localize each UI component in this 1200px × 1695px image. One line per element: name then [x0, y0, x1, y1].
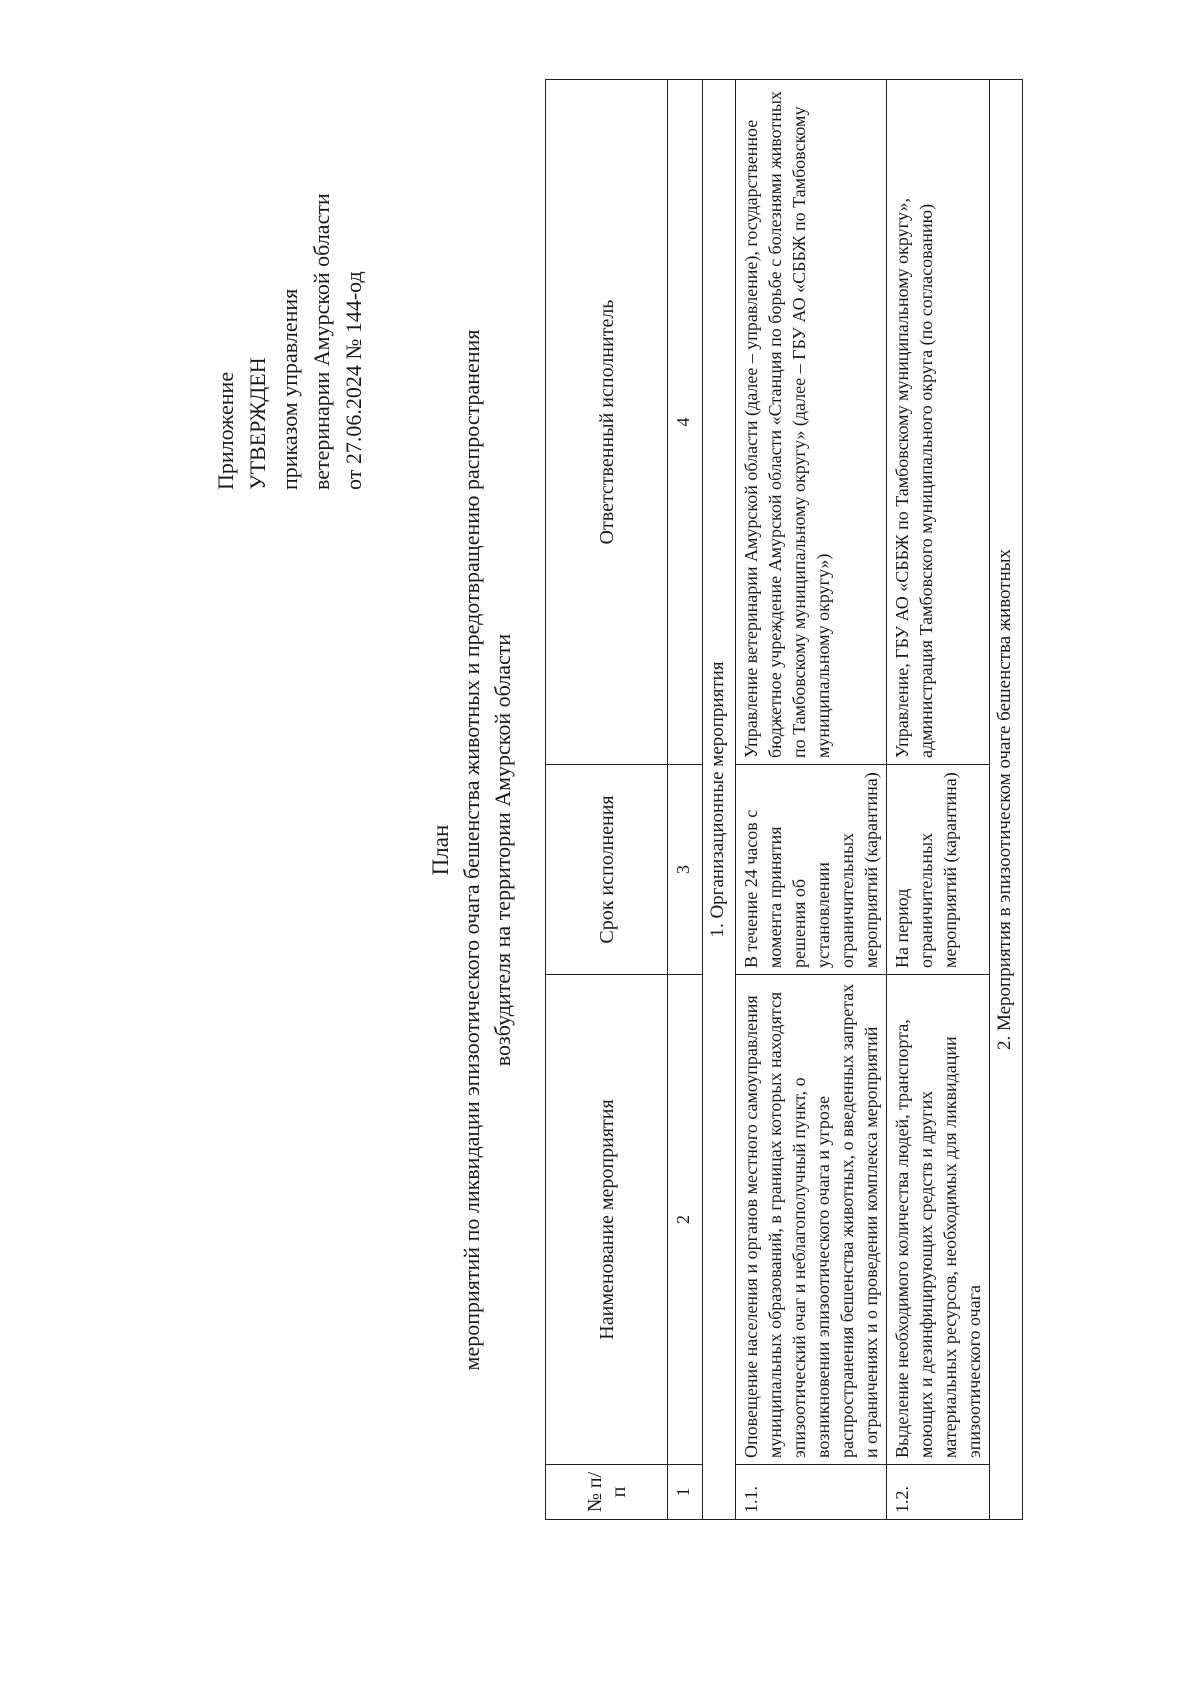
plan-table	[545, 79, 1023, 1520]
column-number-4: 4	[668, 80, 703, 765]
title-line-2: возбудителя на территории Амурской области	[490, 633, 515, 1067]
column-number-1: 1	[668, 1465, 703, 1520]
table-header-row	[546, 80, 668, 1520]
row-measure-name: Выделение необходимого количества людей, транспорта, моющих и дезинфицирующих средств и других материальных ресурсов, необходимых для ликвидации эпизоотического очага	[887, 975, 990, 1465]
row-term: На период ограничительных мероприятий (карантина)	[887, 765, 990, 975]
column-number-row	[668, 80, 703, 1520]
header-number: № п/п	[546, 1465, 668, 1520]
row-executor: Управление, ГБУ АО «СББЖ по Тамбовскому муниципальному округу», администрация Тамбовского муниципального округа (по согласованию)	[887, 80, 990, 765]
row-term: В течение 24 часов с момента принятия решения об установлении ограничительных мероприятий (карантина)	[736, 765, 887, 975]
rotated-content	[40, 40, 1200, 1660]
approval-line-2: УТВЕРЖДЕН	[245, 357, 270, 490]
approval-line-5: от 27.06.2024 № 144-од	[341, 271, 366, 490]
table-row	[887, 80, 990, 1520]
header-executor: Ответственный исполнитель	[546, 80, 668, 765]
approval-line-1: Приложение	[213, 371, 238, 490]
row-number: 1.2.	[887, 1465, 990, 1520]
section-2-title: 2. Мероприятия в эпизоотическом очаге бешенства животных	[990, 80, 1023, 1520]
column-number-3: 3	[668, 765, 703, 975]
title-heading: План	[428, 824, 453, 876]
approval-block	[210, 90, 370, 490]
section-row-2	[990, 80, 1023, 1520]
row-executor: Управление ветеринарии Амурской области (далее – управление), государственное бюджетное учреждение Амурской области «Станция по борьбе с болезнями животных по Тамбовскому муниципальному округу» (далее – ГБУ АО «СББЖ по Тамбовскому муниципальному округу»)	[736, 80, 887, 765]
row-measure-name: Оповещение населения и органов местного самоуправления муниципальных образований, в границах которых находятся эпизоотический очаг и неблагополучный пункт, о возникновении эпизоотического очага и угрозе распространения бешенства животных, о введенных запретах и ограничениях и о проведении комплекса мероприятий	[736, 975, 887, 1465]
document-title	[425, 160, 518, 1540]
row-number: 1.1.	[736, 1465, 887, 1520]
section-row-1	[703, 80, 736, 1520]
approval-line-4: ветеринарии Амурской области	[309, 193, 334, 490]
title-line-1: мероприятий по ликвидации эпизоотического очага бешенства животных и предотвращению распространения	[459, 329, 484, 1371]
column-number-2: 2	[668, 975, 703, 1465]
header-term: Срок исполнения	[546, 765, 668, 975]
section-1-title: 1. Организационные мероприятия	[703, 80, 736, 1520]
table-row	[736, 80, 887, 1520]
header-name: Наименование мероприятия	[546, 975, 668, 1465]
approval-line-3: приказом управления	[277, 288, 302, 490]
